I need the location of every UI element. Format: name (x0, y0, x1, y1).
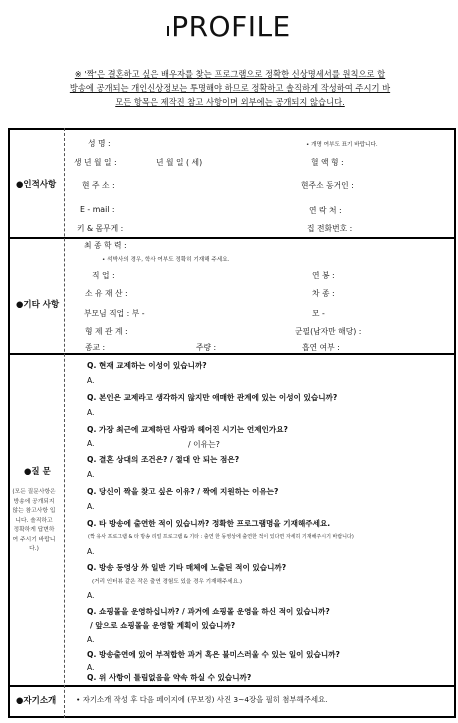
question-6-note: (짝 유사 프로그램 & 타 방송 리얼 프로그램 & 기타 : 출연 한 동영상에 출연한 적이 있다면 자세히 기재해주시기 바랍니다) (88, 534, 354, 540)
rename-note: • 개명 여부도 표기 바랍니다. (306, 142, 378, 148)
section-personal: ●인적사항 (16, 180, 57, 190)
questions-side-note: (모든 질문사항은 방송에 공개되지 않는 참고사항 입니다. 솔직하고 정확하게 답변하여 주시기 바랍니다.) (12, 489, 56, 552)
answer-2: A. (87, 408, 95, 417)
divider-questions-intro (8, 685, 456, 687)
military-label: 군필(남자만 해당) : (295, 327, 362, 336)
question-7: Q. 방송 동영상 外 일반 기타 매체에 노출된 적이 있습니까? (87, 563, 287, 572)
question-2: Q. 본인은 교제라고 생각하지 않지만 애매한 관계에 있는 이성이 있습니까? (87, 393, 338, 402)
salary-label: 연 봉 : (312, 271, 335, 280)
mother-job-label: 모 - (312, 309, 325, 318)
question-10: Q. 위 사항이 틀림없음을 약속 하실 수 있습니까? (87, 673, 252, 682)
siblings-label: 형 제 관 계 : (85, 327, 128, 336)
divider-personal-other (8, 237, 456, 239)
table-bottom-border (8, 716, 456, 718)
contact-label: 연 락 처 : (309, 206, 342, 215)
name-label: 성 명 : (88, 139, 111, 148)
table-left-border (8, 128, 10, 718)
address-label: 현 주 소 : (82, 181, 115, 190)
dob-fill: 년 월 일 ( 세) (156, 158, 203, 167)
education-note: • 석박사의 경우, 학사 여부도 정확히 기재해 주세요. (102, 257, 230, 263)
height-weight-label: 키 & 몸무게 : (77, 224, 124, 233)
answer-9: A. (87, 663, 95, 672)
drinking-label: 주량 : (196, 343, 217, 352)
home-phone-label: 집 전화번호 : (307, 224, 353, 233)
answer-5: A. (87, 502, 95, 511)
section-questions: ●질 문 (24, 467, 51, 477)
question-3: Q. 가장 최근에 교제하던 사람과 헤어진 시기는 언제인가요? (87, 425, 288, 434)
answer-6: A. (87, 547, 95, 556)
religion-label: 종교 : (85, 343, 106, 352)
question-5: Q. 당신이 짝을 찾고 싶은 이유? / 짝에 지원하는 이유는? (87, 487, 279, 496)
notice-line-1: ※ '짝'은 결혼하고 싶은 배우자를 찾는 프로그램으로 정확한 신상명세서를 원칙으로 합 (74, 69, 386, 79)
self-intro-instruction: • 자기소개 작성 후 다음 페이지에 (무보정) 사진 3~4장을 필히 첨부해주세요. (76, 695, 328, 704)
question-4: Q. 결혼 상대의 조건은? / 절대 안 되는 점은? (87, 455, 240, 464)
answer-3: A. (87, 439, 95, 448)
question-3-reason: / 이유는? (188, 440, 220, 449)
profile-form (8, 128, 456, 718)
question-7-note: (거리 인터뷰 같은 작은 출연 경험도 있을 경우 기재해주세요.) (92, 579, 243, 585)
question-6: Q. 타 방송에 출연한 적이 있습니까? 정확한 프로그램명을 기재해주세요. (87, 519, 331, 528)
question-8-follow-up: / 앞으로 쇼핑몰을 운영할 계획이 있습니까? (90, 621, 236, 630)
label-column-divider (64, 128, 65, 718)
table-right-border (454, 128, 456, 718)
answer-1: A. (87, 376, 95, 385)
section-other: ●기타 사항 (16, 300, 60, 310)
notice-line-3: 모든 항목은 제작진 참고 사항이며 외부에는 공개되지 않습니다. (115, 97, 345, 107)
table-top-border (8, 128, 456, 130)
email-label: E - mail : (80, 205, 115, 214)
section-self-intro: ●자기소개 (16, 696, 57, 706)
blood-type-label: 혈 액 형 : (311, 158, 344, 167)
answer-4: A. (87, 470, 95, 479)
answer-8: A. (87, 635, 95, 644)
job-label: 직 업 : (92, 271, 115, 280)
smoking-label: 흡연 여부 : (302, 343, 340, 352)
page-title: PROFILE (0, 10, 458, 43)
parents-job-label: 부모님 직업 : 부 - (84, 309, 145, 318)
car-label: 차 종 : (312, 289, 335, 298)
question-9: Q. 방송출연에 있어 부적합한 과거 혹은 불미스러울 수 있는 일이 있습니까? (87, 650, 340, 659)
question-1: Q. 현재 교제하는 이성이 있습니까? (87, 361, 207, 370)
cohabitant-label: 현주소 동거인 : (301, 181, 354, 190)
answer-7: A. (87, 591, 95, 600)
notice-line-2: 방송에 공개되는 개인신상정보는 투명해야 하므로 정확하고 솔직하게 작성하여 주시기 바 (69, 83, 391, 93)
dob-label: 생 년 월 일 : (74, 158, 117, 167)
divider-other-questions (8, 353, 456, 355)
education-label: 최 종 학 력 : (84, 241, 127, 250)
assets-label: 소 유 재 산 : (85, 289, 128, 298)
notice-box (28, 67, 432, 109)
question-8: Q. 쇼핑몰을 운영하십니까? / 과거에 쇼핑몰 운영을 하신 적이 있습니까? (87, 607, 330, 616)
